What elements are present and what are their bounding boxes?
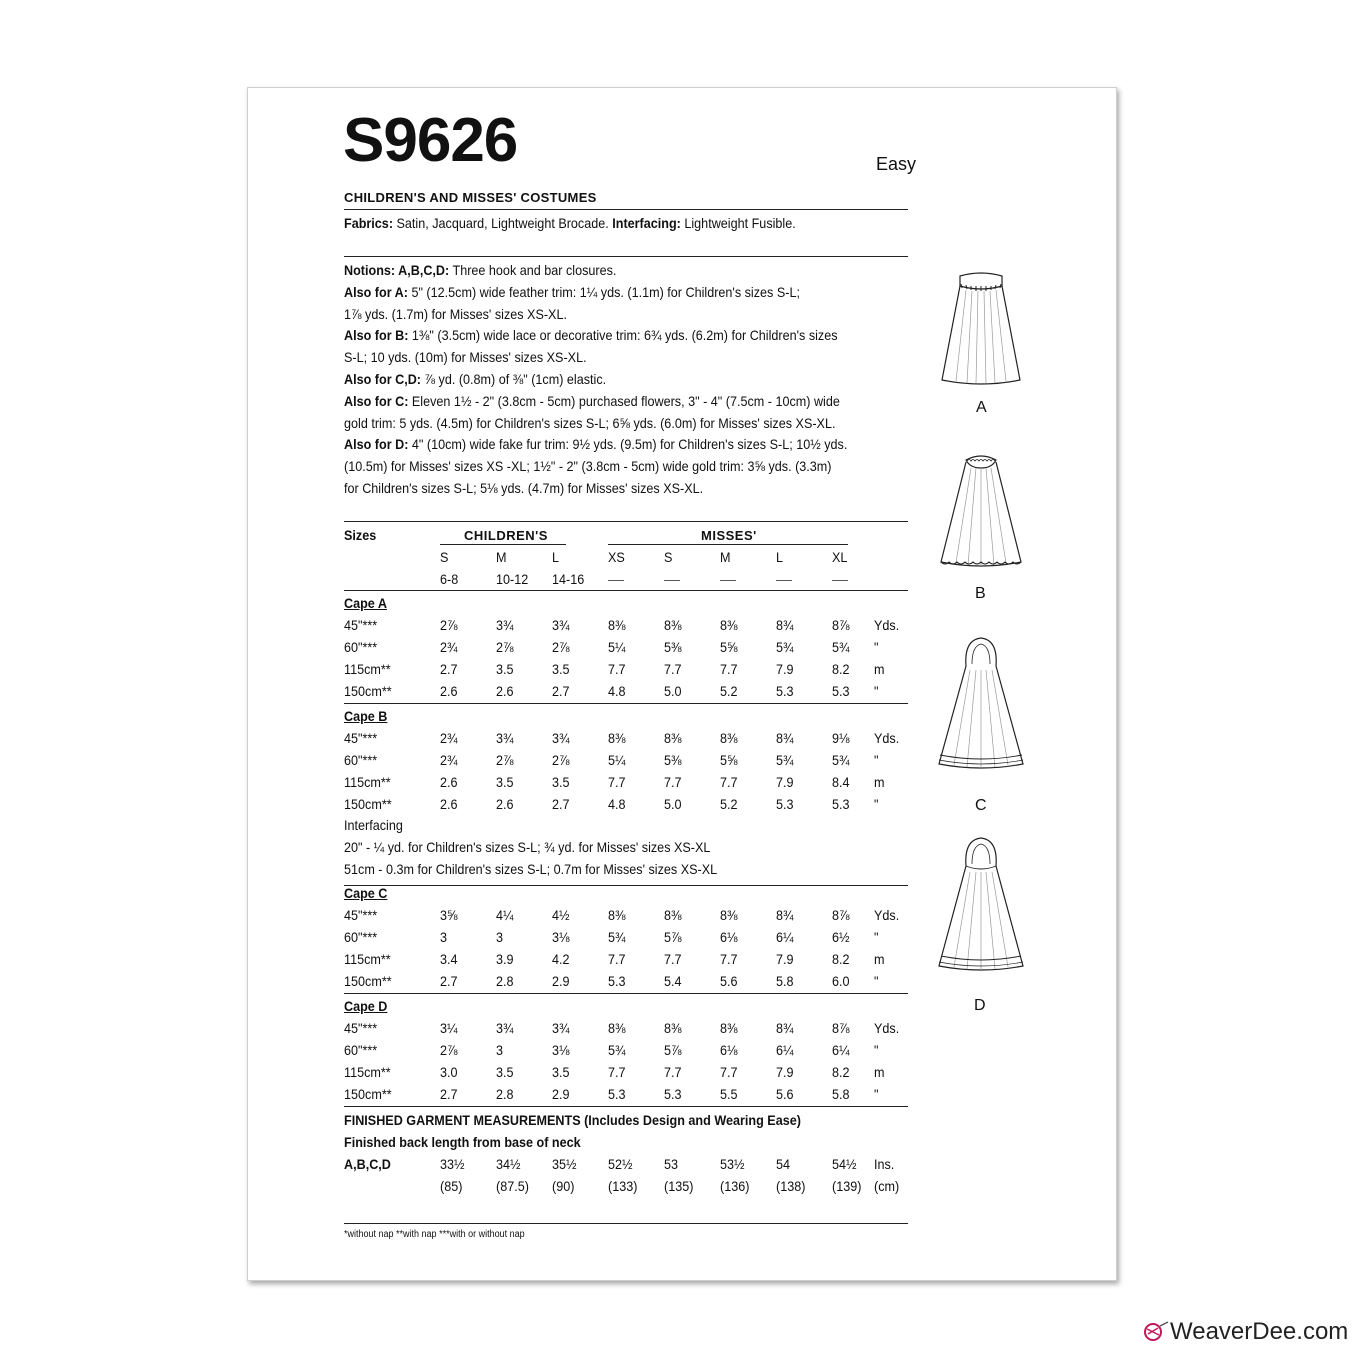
yardage-value: 7.7: [608, 1064, 626, 1080]
yardage-value: 2.6: [496, 683, 514, 699]
yardage-value: 5.3: [832, 683, 850, 699]
yardage-value: 3.5: [496, 774, 514, 790]
size-age-dash: [608, 580, 624, 581]
finished-length-cm: (136): [720, 1178, 750, 1194]
finished-length-cm: (135): [664, 1178, 694, 1194]
yardage-value: 3.0: [440, 1064, 458, 1080]
yardage-value: 2.7: [552, 683, 570, 699]
size-letter: L: [552, 549, 560, 565]
yarn-logo-icon: [1140, 1320, 1170, 1342]
yardage-value: 6⅛: [720, 929, 738, 945]
yardage-value: 3: [496, 1042, 504, 1058]
unit-label: (cm): [874, 1178, 900, 1194]
yardage-value: 8⅜: [608, 617, 626, 633]
yardage-value: 3.5: [552, 774, 570, 790]
yardage-value: 8⅜: [664, 907, 682, 923]
notions-line: [344, 478, 847, 500]
yardage-value: 5.8: [832, 1086, 850, 1102]
yardage-value: 8.2: [832, 951, 850, 967]
notions-line: [344, 434, 847, 456]
yardage-value: 2.8: [496, 973, 514, 989]
yardage-value: 3: [440, 929, 448, 945]
notions-text: Three hook and bar closures.: [449, 262, 617, 278]
yardage-value: 2¾: [440, 752, 458, 768]
notions-text: 1⅜" (3.5cm) wide lace or decorative trim: 6¾ yds. (6.2m) for Children's sizes: [408, 327, 838, 344]
finished-measurements-title: FINISHED GARMENT MEASUREMENTS (Includes Design and Wearing Ease): [344, 1112, 801, 1128]
yardage-value: 5¼: [608, 752, 626, 768]
sizes-label: Sizes: [344, 527, 377, 543]
yardage-value: 8⅜: [720, 907, 738, 923]
yardage-value: 2.6: [440, 796, 458, 812]
children-group-label: CHILDREN'S: [464, 528, 548, 543]
yardage-value: 8¾: [776, 907, 794, 923]
yardage-value: 8⅜: [720, 1020, 738, 1036]
interfacing-title: Interfacing: [344, 817, 403, 833]
fabric-width: 60"***: [344, 929, 378, 945]
yardage-value: 8⅜: [720, 617, 738, 633]
divider: [344, 256, 908, 257]
yardage-value: 5⅜: [664, 752, 682, 768]
divider: [344, 1106, 908, 1107]
yardage-value: 3.9: [496, 951, 514, 967]
cape-section-title: Cape B: [344, 708, 388, 724]
yardage-value: 8⅜: [664, 730, 682, 746]
notions-text: Eleven 1½ - 2" (3.8cm - 5cm) purchased flowers, 3" - 4" (7.5cm - 10cm) wide: [408, 392, 840, 409]
notions-line: [344, 413, 847, 435]
finished-length-ins: 53½: [720, 1156, 745, 1172]
yardage-value: 4.2: [552, 951, 570, 967]
finished-length-cm: (138): [776, 1178, 806, 1194]
finished-views: A,B,C,D: [344, 1156, 391, 1172]
yardage-value: 5.3: [608, 1086, 626, 1102]
notions-line: [344, 369, 847, 391]
yardage-value: 2⅞: [440, 617, 458, 633]
view-label: D: [974, 997, 986, 1014]
notions-label: Also for B:: [344, 327, 409, 344]
yardage-value: 8⅞: [832, 1020, 850, 1036]
yardage-value: 5.6: [720, 973, 738, 989]
yardage-value: 6¼: [832, 1042, 850, 1058]
finished-length-ins: 34½: [496, 1156, 521, 1172]
size-age: 10-12: [496, 571, 529, 587]
finished-length-ins: 52½: [608, 1156, 633, 1172]
footnote: *without nap **with nap ***with or without nap: [344, 1229, 525, 1240]
cape-section-title: Cape D: [344, 998, 388, 1014]
yardage-value: 3.5: [552, 661, 570, 677]
yardage-value: 5¾: [832, 639, 850, 655]
fabric-width: 115cm**: [344, 951, 391, 967]
yardage-value: 4.8: [608, 683, 626, 699]
fabric-width: 45"***: [344, 1020, 378, 1036]
fabric-width: 45"***: [344, 907, 378, 923]
yardage-value: 5.4: [664, 973, 682, 989]
children-group-rule: [440, 544, 566, 545]
notions-line: [344, 347, 847, 369]
interfacing-line: 51cm - 0.3m for Children's sizes S-L; 0.7m for Misses' sizes XS-XL: [344, 861, 718, 877]
unit-label: ": [874, 796, 879, 812]
notions-line: [344, 456, 847, 478]
notions-text: 5" (12.5cm) wide feather trim: 1¼ yds. (1.1m) for Children's sizes S-L;: [407, 283, 800, 300]
notions-block: [344, 260, 847, 500]
yardage-value: 3.5: [496, 1064, 514, 1080]
finished-subtitle: Finished back length from base of neck: [344, 1134, 581, 1150]
yardage-value: 9⅛: [832, 730, 850, 746]
unit-label: ": [874, 683, 879, 699]
yardage-value: 3¾: [552, 730, 570, 746]
yardage-value: 3¾: [496, 730, 514, 746]
yardage-value: 7.7: [664, 774, 682, 790]
unit-label: ": [874, 639, 879, 655]
yardage-value: 2.6: [496, 796, 514, 812]
cape-section-title: Cape A: [344, 595, 387, 611]
yardage-value: 3¾: [552, 1020, 570, 1036]
yardage-value: 5.3: [776, 683, 794, 699]
yardage-value: 7.7: [720, 774, 738, 790]
fabric-width: 150cm**: [344, 1086, 392, 1102]
finished-length-ins: 33½: [440, 1156, 465, 1172]
yardage-value: 5⅝: [720, 752, 738, 768]
yardage-value: 7.7: [664, 661, 682, 677]
fabric-width: 150cm**: [344, 973, 392, 989]
finished-length-ins: 53: [664, 1156, 679, 1172]
yardage-value: 8⅜: [608, 907, 626, 923]
yardage-value: 3⅝: [440, 907, 458, 923]
finished-length-cm: (139): [832, 1178, 862, 1194]
yardage-value: 8⅜: [608, 1020, 626, 1036]
yardage-value: 3.5: [552, 1064, 570, 1080]
yardage-value: 5.3: [832, 796, 850, 812]
yardage-value: 4.8: [608, 796, 626, 812]
yardage-value: 2⅞: [496, 752, 514, 768]
yardage-value: 8.2: [832, 661, 850, 677]
unit-label: m: [874, 1064, 885, 1080]
finished-length-cm: (87.5): [496, 1178, 529, 1194]
yardage-value: 7.7: [664, 1064, 682, 1080]
yardage-value: 2.9: [552, 1086, 570, 1102]
yardage-value: 4½: [552, 907, 570, 923]
yardage-value: 5¾: [608, 929, 626, 945]
yardage-value: 8⅜: [664, 1020, 682, 1036]
notions-text: for Children's sizes S-L; 5⅛ yds. (4.7m) for Misses' sizes XS-XL.: [344, 479, 704, 496]
yardage-value: 6¼: [776, 929, 794, 945]
view-label: C: [975, 797, 987, 814]
notions-text: (10.5m) for Misses' sizes XS -XL; 1½" - 2" (3.8cm - 5cm) wide gold trim: 3⅝ yds. (3.3m): [344, 458, 832, 475]
yardage-value: 2¾: [440, 730, 458, 746]
interfacing-label: Interfacing:: [612, 215, 681, 231]
yardage-value: 8¾: [776, 730, 794, 746]
yardage-value: 5⅞: [664, 1042, 682, 1058]
yardage-value: 2.7: [440, 973, 458, 989]
yardage-value: 5⅞: [664, 929, 682, 945]
yardage-value: 2¾: [440, 639, 458, 655]
notions-line: [344, 282, 847, 304]
pattern-title: CHILDREN'S AND MISSES' COSTUMES: [344, 190, 597, 205]
yardage-value: 5¾: [608, 1042, 626, 1058]
view-b-drawing: [936, 450, 1026, 575]
finished-length-cm: (90): [552, 1178, 575, 1194]
yardage-value: 7.7: [608, 951, 626, 967]
size-letter: XS: [608, 549, 625, 565]
unit-label: Yds.: [874, 730, 900, 746]
fabric-width: 60"***: [344, 1042, 378, 1058]
misses-group-label: MISSES': [701, 528, 757, 543]
yardage-value: 7.9: [776, 661, 794, 677]
yardage-value: 5.3: [608, 973, 626, 989]
unit-label: Yds.: [874, 1020, 900, 1036]
yardage-value: 8⅜: [608, 730, 626, 746]
notions-line: [344, 304, 847, 326]
finished-length-cm: (133): [608, 1178, 638, 1194]
notions-label: Notions: A,B,C,D:: [344, 262, 450, 278]
interfacing-line: 20" - ¼ yd. for Children's sizes S-L; ¾ yd. for Misses' sizes XS-XL: [344, 839, 711, 855]
notions-text: ⅞ yd. (0.8m) of ⅜" (1cm) elastic.: [421, 370, 607, 387]
yardage-value: 6¼: [776, 1042, 794, 1058]
yardage-value: 5¾: [832, 752, 850, 768]
yardage-value: 7.9: [776, 1064, 794, 1080]
weaverdee-watermark: [1140, 1318, 1348, 1346]
yardage-value: 3: [496, 929, 504, 945]
size-age-dash: [832, 580, 848, 581]
unit-label: Ins.: [874, 1156, 895, 1172]
yardage-value: 8¾: [776, 1020, 794, 1036]
yardage-value: 5⅝: [720, 639, 738, 655]
notions-line: [344, 391, 847, 413]
size-letter: M: [720, 549, 731, 565]
yardage-value: 8⅜: [720, 730, 738, 746]
yardage-value: 2⅞: [440, 1042, 458, 1058]
divider: [344, 590, 908, 591]
yardage-value: 7.9: [776, 951, 794, 967]
yardage-value: 2.8: [496, 1086, 514, 1102]
size-letter: M: [496, 549, 507, 565]
size-letter: S: [664, 549, 673, 565]
size-letter: L: [776, 549, 784, 565]
yardage-value: 3¾: [496, 617, 514, 633]
yardage-value: 7.7: [720, 951, 738, 967]
divider: [344, 1223, 908, 1224]
fabric-width: 115cm**: [344, 774, 391, 790]
unit-label: ": [874, 929, 879, 945]
notions-label: Also for D:: [344, 436, 409, 453]
yardage-value: 6½: [832, 929, 850, 945]
unit-label: ": [874, 973, 879, 989]
yardage-value: 7.7: [720, 1064, 738, 1080]
fabric-width: 60"***: [344, 639, 378, 655]
pattern-envelope-back: [247, 87, 1117, 1281]
size-age-dash: [664, 580, 680, 581]
finished-length-cm: (85): [440, 1178, 463, 1194]
divider: [344, 885, 908, 886]
yardage-value: 5.8: [776, 973, 794, 989]
unit-label: ": [874, 1042, 879, 1058]
notions-label: Also for C,D:: [344, 370, 422, 387]
yardage-value: 5.6: [776, 1086, 794, 1102]
yardage-value: 5.0: [664, 796, 682, 812]
size-age-dash: [720, 580, 736, 581]
yardage-value: 2.7: [440, 1086, 458, 1102]
unit-label: m: [874, 774, 885, 790]
pattern-code: S9626: [343, 106, 518, 175]
yardage-value: 4¼: [496, 907, 514, 923]
yardage-value: 7.7: [720, 661, 738, 677]
divider: [344, 521, 908, 522]
yardage-value: 3¾: [496, 1020, 514, 1036]
yardage-value: 8¾: [776, 617, 794, 633]
yardage-value: 3.4: [440, 951, 458, 967]
yardage-value: 5.0: [664, 683, 682, 699]
notions-label: Also for C:: [344, 392, 409, 409]
yardage-value: 3¼: [440, 1020, 458, 1036]
yardage-value: 5.3: [664, 1086, 682, 1102]
divider: [344, 209, 908, 210]
yardage-value: 7.7: [664, 951, 682, 967]
fabric-width: 45"***: [344, 730, 378, 746]
yardage-value: 5¾: [776, 752, 794, 768]
size-age: 14-16: [552, 571, 585, 587]
yardage-value: 2.9: [552, 973, 570, 989]
yardage-value: 5.2: [720, 683, 738, 699]
fabric-width: 115cm**: [344, 661, 391, 677]
notions-text: 1⅞ yds. (1.7m) for Misses' sizes XS-XL.: [344, 305, 567, 322]
fabric-width: 60"***: [344, 752, 378, 768]
yardage-value: 5⅜: [664, 639, 682, 655]
yardage-value: 2.7: [552, 796, 570, 812]
interfacing-text: Lightweight Fusible.: [680, 215, 796, 231]
yardage-value: 2.7: [440, 661, 458, 677]
fabrics-line: [344, 215, 796, 231]
yardage-value: 3¾: [552, 617, 570, 633]
cape-section-title: Cape C: [344, 885, 388, 901]
size-letter: S: [440, 549, 449, 565]
view-d-drawing: [934, 836, 1028, 978]
unit-label: m: [874, 951, 885, 967]
yardage-value: 8⅜: [664, 617, 682, 633]
notions-label: Also for A:: [344, 283, 408, 300]
unit-label: Yds.: [874, 617, 900, 633]
yardage-value: 7.7: [608, 774, 626, 790]
finished-length-ins: 54½: [832, 1156, 857, 1172]
size-letter: XL: [832, 549, 848, 565]
yardage-value: 3.5: [496, 661, 514, 677]
yardage-value: 3⅛: [552, 1042, 570, 1058]
yardage-value: 2⅞: [552, 752, 570, 768]
notions-line: [344, 325, 847, 347]
fabrics-label: Fabrics:: [344, 215, 394, 231]
view-a-drawing: [936, 266, 1026, 386]
yardage-value: 8⅞: [832, 617, 850, 633]
view-label: B: [975, 585, 986, 602]
notions-text: gold trim: 5 yds. (4.5m) for Children's sizes S-L; 6⅝ yds. (6.0m) for Misses' sizes XS-XL.: [344, 414, 836, 431]
yardage-value: 8.4: [832, 774, 850, 790]
misses-group-rule: [608, 544, 848, 545]
yardage-value: 5.2: [720, 796, 738, 812]
yardage-value: 7.9: [776, 774, 794, 790]
finished-length-ins: 35½: [552, 1156, 577, 1172]
yardage-value: 2.6: [440, 683, 458, 699]
view-c-drawing: [934, 636, 1028, 776]
yardage-value: 6.0: [832, 973, 850, 989]
yardage-value: 7.7: [608, 661, 626, 677]
divider: [344, 703, 908, 704]
unit-label: Yds.: [874, 907, 900, 923]
yardage-value: 5.5: [720, 1086, 738, 1102]
unit-label: ": [874, 752, 879, 768]
yardage-value: 3⅛: [552, 929, 570, 945]
difficulty-label: Easy: [876, 154, 917, 174]
yardage-value: 5¼: [608, 639, 626, 655]
yardage-value: 6⅛: [720, 1042, 738, 1058]
yardage-value: 2.6: [440, 774, 458, 790]
yardage-value: 2⅞: [552, 639, 570, 655]
unit-label: ": [874, 1086, 879, 1102]
yardage-value: 5.3: [776, 796, 794, 812]
fabric-width: 150cm**: [344, 796, 392, 812]
size-age-dash: [776, 580, 792, 581]
fabric-width: 150cm**: [344, 683, 392, 699]
fabrics-text: Satin, Jacquard, Lightweight Brocade.: [393, 215, 613, 231]
fabric-width: 115cm**: [344, 1064, 391, 1080]
divider: [344, 993, 908, 994]
watermark-text: WeaverDee.com: [1170, 1318, 1349, 1345]
notions-text: S-L; 10 yds. (10m) for Misses' sizes XS-XL.: [344, 349, 587, 366]
notions-line: [344, 260, 847, 282]
unit-label: m: [874, 661, 885, 677]
yardage-value: 5¾: [776, 639, 794, 655]
view-label: A: [976, 399, 987, 416]
finished-length-ins: 54: [776, 1156, 791, 1172]
fabric-width: 45"***: [344, 617, 378, 633]
size-age: 6-8: [440, 571, 459, 587]
yardage-value: 8⅞: [832, 907, 850, 923]
notions-text: 4" (10cm) wide fake fur trim: 9½ yds. (9.5m) for Children's sizes S-L; 10½ yds.: [408, 436, 848, 453]
yardage-value: 8.2: [832, 1064, 850, 1080]
yardage-value: 2⅞: [496, 639, 514, 655]
